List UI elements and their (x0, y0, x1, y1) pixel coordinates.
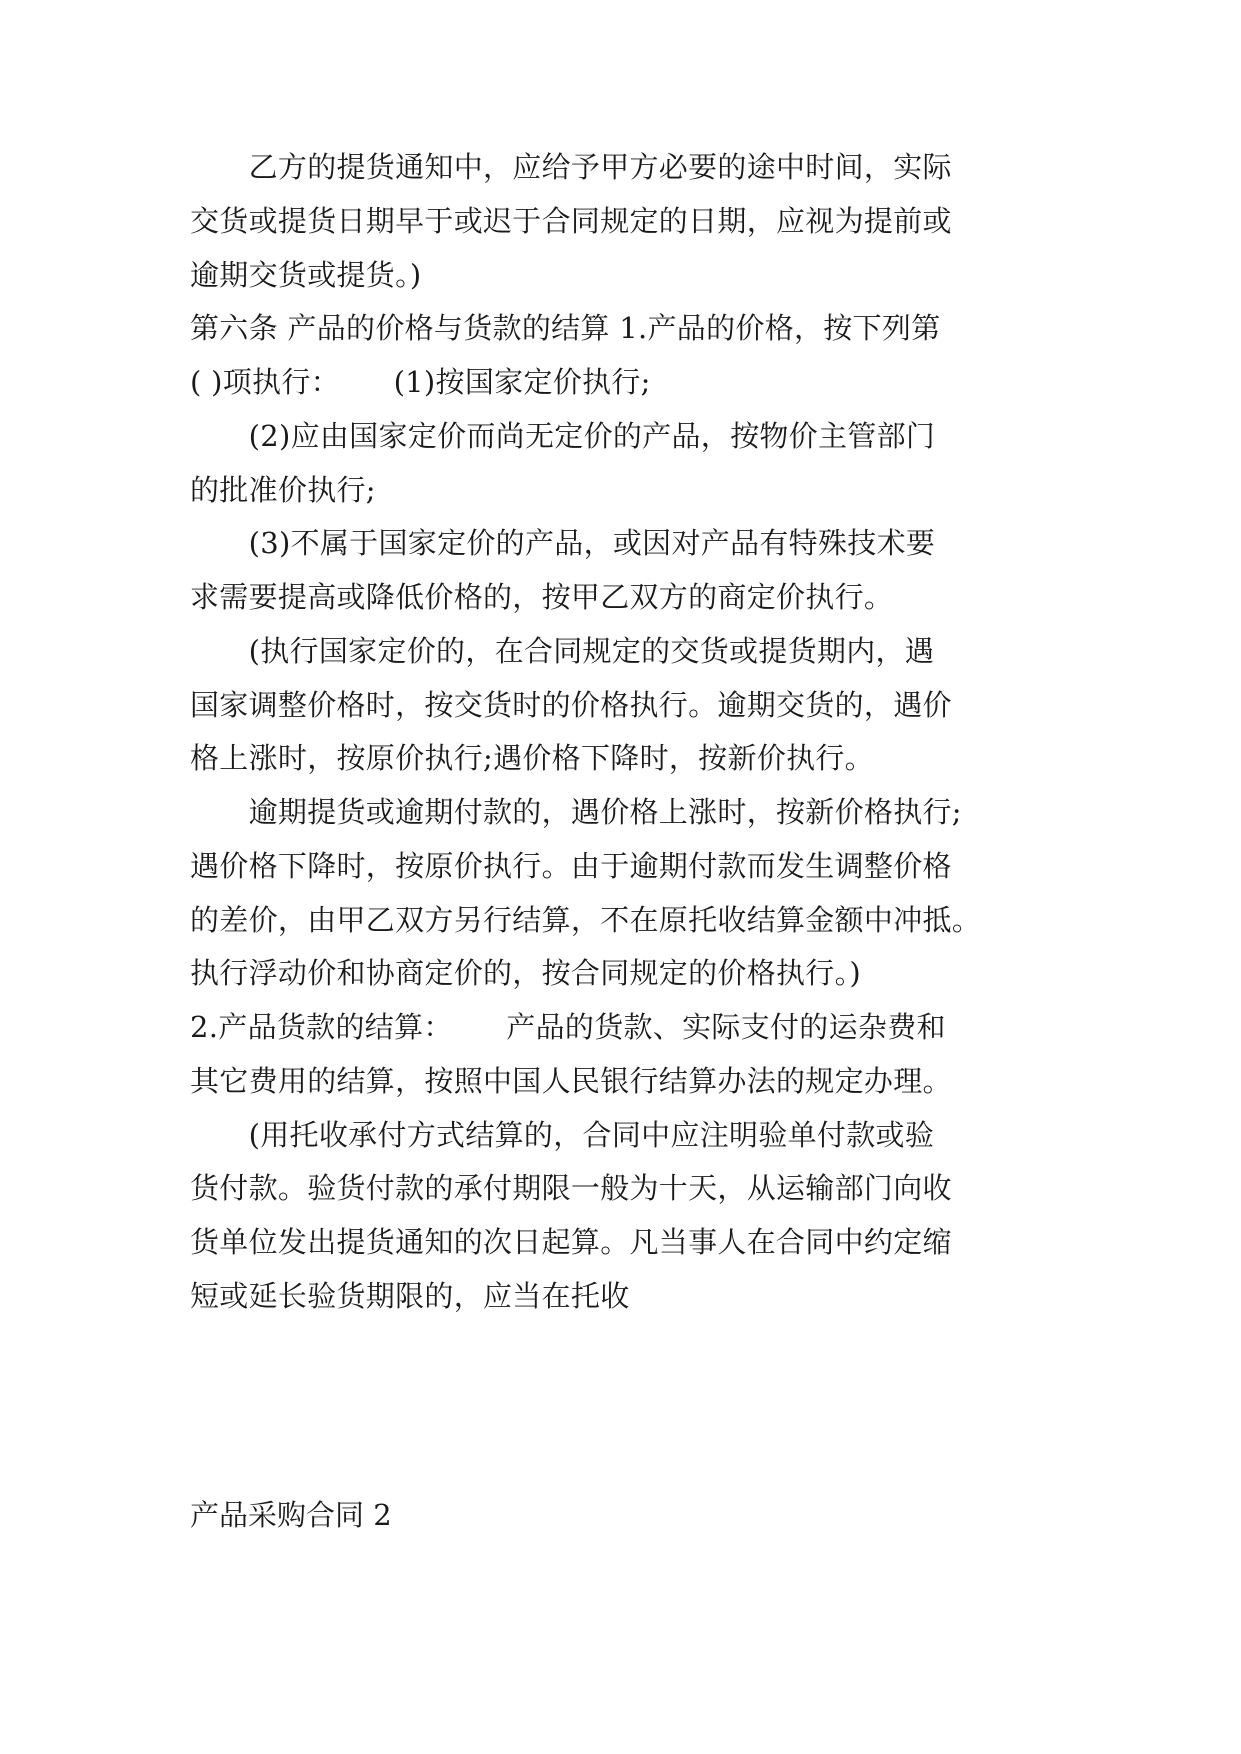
text-line: (2)应由国家定价而尚无定价的产品，按物价主管部门 (190, 419, 936, 453)
text-line: 乙方的提货通知中，应给予甲方必要的途中时间，实际 (190, 150, 952, 184)
text-line: 其它费用的结算，按照中国人民银行结算办法的规定办理。 (190, 1064, 952, 1098)
text-line: 逾期提货或逾期付款的，遇价格上涨时，按新价格执行; (190, 795, 962, 829)
text-line: 第六条 产品的价格与货款的结算 1.产品的价格，按下列第 (190, 311, 941, 345)
text-line: 2.产品货款的结算： 产品的货款、实际支付的运杂费和 (190, 1010, 946, 1044)
text-line: 执行浮动价和协商定价的，按合同规定的价格执行。) (190, 956, 862, 990)
text-line: 格上涨时，按原价执行;遇价格下降时，按新价执行。 (190, 741, 874, 775)
text-line: 交货或提货日期早于或迟于合同规定的日期，应视为提前或 (190, 204, 952, 238)
text-line: 国家调整价格时，按交货时的价格执行。逾期交货的，遇价 (190, 688, 952, 722)
section-title: 产品采购合同 2 (190, 1498, 392, 1532)
text-line: ( )项执行： (1)按国家定价执行; (190, 365, 651, 399)
text-line: 的差价，由甲乙双方另行结算，不在原托收结算金额中冲抵。 (190, 903, 982, 937)
text-line: 货单位发出提货通知的次日起算。凡当事人在合同中约定缩 (190, 1225, 952, 1259)
text-line: 遇价格下降时，按原价执行。由于逾期付款而发生调整价格 (190, 849, 952, 883)
text-line: (用托收承付方式结算的，合同中应注明验单付款或验 (190, 1118, 935, 1152)
text-line: 的批准价执行; (190, 473, 376, 507)
text-line: 求需要提高或降低价格的，按甲乙双方的商定价执行。 (190, 580, 894, 614)
text-line: 逾期交货或提货。) (190, 258, 422, 292)
text-line: (3)不属于国家定价的产品，或因对产品有特殊技术要 (190, 526, 936, 560)
text-line: 短或延长验货期限的，应当在托收 (190, 1279, 630, 1313)
text-line: (执行国家定价的，在合同规定的交货或提货期内，遇 (190, 634, 935, 668)
text-line: 货付款。验货付款的承付期限一般为十天，从运输部门向收 (190, 1171, 952, 1205)
